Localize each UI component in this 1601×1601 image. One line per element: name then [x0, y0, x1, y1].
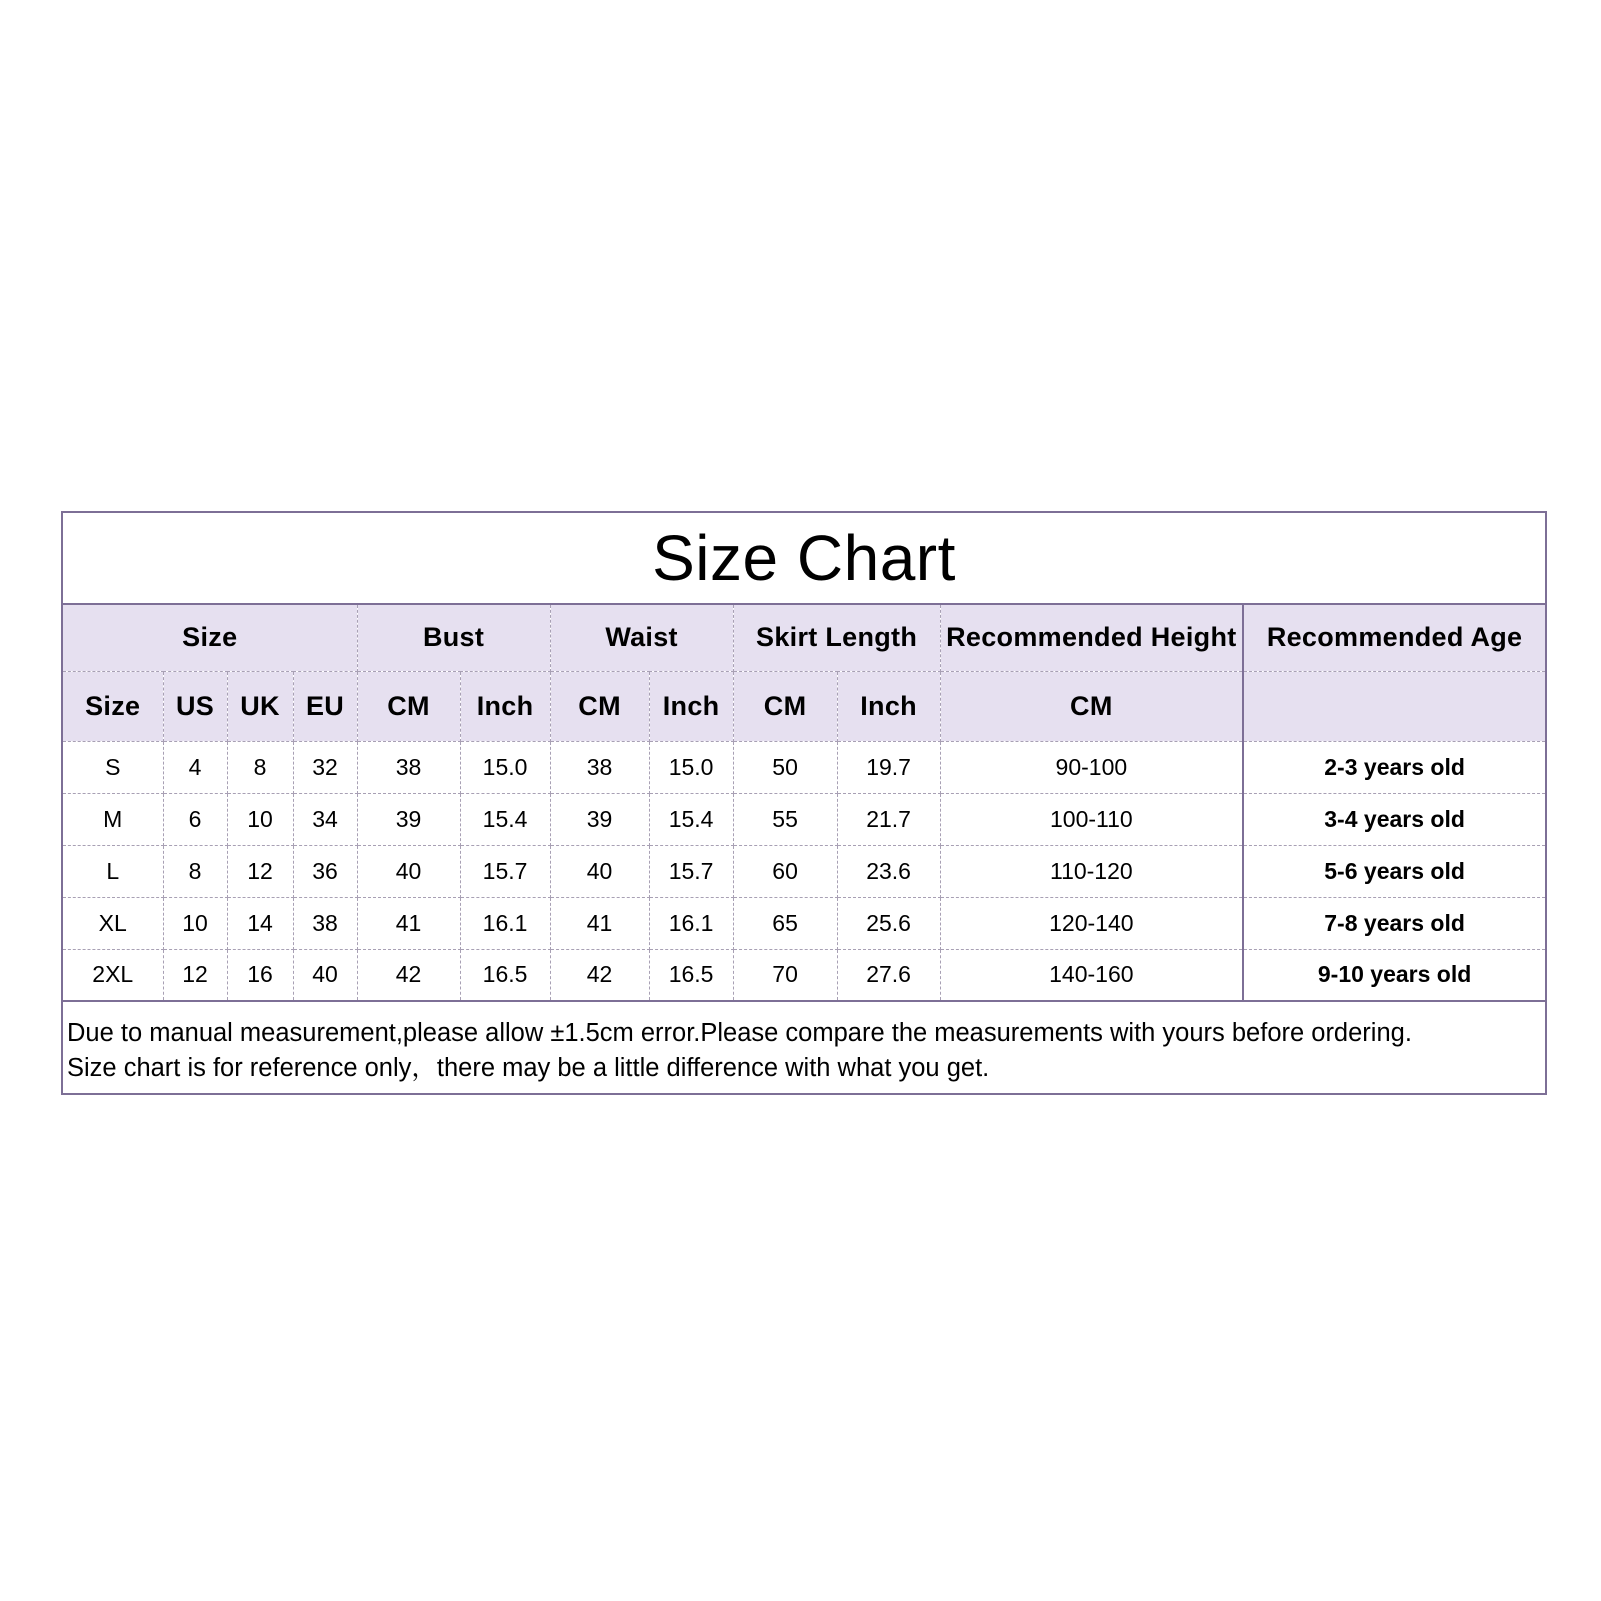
cell-waist-inch: 15.4 — [649, 793, 733, 845]
header-recommended-height: Recommended Height — [940, 605, 1243, 671]
cell-waist-cm: 41 — [550, 897, 649, 949]
header-skirt-length: Skirt Length — [733, 605, 940, 671]
cell-waist-cm: 40 — [550, 845, 649, 897]
cell-size: L — [63, 845, 163, 897]
cell-eu: 36 — [293, 845, 357, 897]
cell-uk: 8 — [227, 741, 293, 793]
subheader-skirt-cm: CM — [733, 671, 837, 741]
cell-waist-cm: 38 — [550, 741, 649, 793]
chart-title: Size Chart — [63, 513, 1545, 605]
cell-skirt-inch: 21.7 — [837, 793, 940, 845]
cell-waist-inch: 16.5 — [649, 949, 733, 1001]
cell-size: M — [63, 793, 163, 845]
subheader-bust-inch: Inch — [460, 671, 550, 741]
header-waist: Waist — [550, 605, 733, 671]
cell-waist-cm: 39 — [550, 793, 649, 845]
cell-bust-inch: 16.1 — [460, 897, 550, 949]
subheader-waist-inch: Inch — [649, 671, 733, 741]
subheader-eu: EU — [293, 671, 357, 741]
subheader-size: Size — [63, 671, 163, 741]
table-row — [63, 897, 1545, 949]
header-size-group: Size — [63, 605, 357, 671]
table-row — [63, 845, 1545, 897]
subheader-waist-cm: CM — [550, 671, 649, 741]
cell-height-cm: 100-110 — [940, 793, 1243, 845]
cell-bust-cm: 42 — [357, 949, 460, 1001]
cell-age: 7-8 years old — [1243, 897, 1545, 949]
cell-waist-inch: 16.1 — [649, 897, 733, 949]
group-header-row — [63, 605, 1545, 671]
cell-uk: 10 — [227, 793, 293, 845]
cell-uk: 12 — [227, 845, 293, 897]
cell-height-cm: 110-120 — [940, 845, 1243, 897]
cell-height-cm: 140-160 — [940, 949, 1243, 1001]
subheader-height-cm: CM — [940, 671, 1243, 741]
cell-us: 6 — [163, 793, 227, 845]
cell-us: 8 — [163, 845, 227, 897]
sub-header-row — [63, 671, 1545, 741]
cell-bust-inch: 16.5 — [460, 949, 550, 1001]
table-row — [63, 793, 1545, 845]
cell-uk: 16 — [227, 949, 293, 1001]
cell-age: 9-10 years old — [1243, 949, 1545, 1001]
cell-size: XL — [63, 897, 163, 949]
cell-waist-inch: 15.0 — [649, 741, 733, 793]
cell-skirt-inch: 23.6 — [837, 845, 940, 897]
cell-bust-inch: 15.4 — [460, 793, 550, 845]
disclaimer-note — [63, 1002, 1545, 1086]
cell-size: S — [63, 741, 163, 793]
header-bust: Bust — [357, 605, 550, 671]
cell-waist-cm: 42 — [550, 949, 649, 1001]
subheader-skirt-inch: Inch — [837, 671, 940, 741]
subheader-uk: UK — [227, 671, 293, 741]
note-line: Size chart is for reference only，there may be a little difference with what you get. — [67, 1054, 990, 1082]
subheader-age — [1243, 671, 1545, 741]
cell-height-cm: 90-100 — [940, 741, 1243, 793]
cell-us: 10 — [163, 897, 227, 949]
cell-skirt-cm: 60 — [733, 845, 837, 897]
table-row — [63, 741, 1545, 793]
cell-bust-cm: 40 — [357, 845, 460, 897]
table-row — [63, 949, 1545, 1001]
cell-skirt-inch: 27.6 — [837, 949, 940, 1001]
cell-eu: 34 — [293, 793, 357, 845]
header-recommended-age: Recommended Age — [1243, 605, 1545, 671]
cell-us: 4 — [163, 741, 227, 793]
cell-eu: 32 — [293, 741, 357, 793]
cell-eu: 40 — [293, 949, 357, 1001]
cell-skirt-cm: 50 — [733, 741, 837, 793]
cell-uk: 14 — [227, 897, 293, 949]
note-line: Due to manual measurement,please allow ±1.5cm error.Please compare the measurements with yours before ordering. — [67, 1019, 1412, 1047]
subheader-us: US — [163, 671, 227, 741]
cell-bust-cm: 39 — [357, 793, 460, 845]
cell-waist-inch: 15.7 — [649, 845, 733, 897]
size-table-body — [63, 741, 1545, 1001]
cell-height-cm: 120-140 — [940, 897, 1243, 949]
cell-bust-inch: 15.0 — [460, 741, 550, 793]
cell-bust-inch: 15.7 — [460, 845, 550, 897]
cell-skirt-cm: 70 — [733, 949, 837, 1001]
cell-age: 5-6 years old — [1243, 845, 1545, 897]
cell-bust-cm: 38 — [357, 741, 460, 793]
cell-age: 3-4 years old — [1243, 793, 1545, 845]
cell-age: 2-3 years old — [1243, 741, 1545, 793]
size-chart — [61, 511, 1547, 1095]
cell-bust-cm: 41 — [357, 897, 460, 949]
cell-skirt-cm: 55 — [733, 793, 837, 845]
subheader-bust-cm: CM — [357, 671, 460, 741]
cell-skirt-inch: 25.6 — [837, 897, 940, 949]
cell-skirt-inch: 19.7 — [837, 741, 940, 793]
cell-size: 2XL — [63, 949, 163, 1001]
cell-skirt-cm: 65 — [733, 897, 837, 949]
cell-eu: 38 — [293, 897, 357, 949]
cell-us: 12 — [163, 949, 227, 1001]
size-table — [63, 605, 1545, 1002]
